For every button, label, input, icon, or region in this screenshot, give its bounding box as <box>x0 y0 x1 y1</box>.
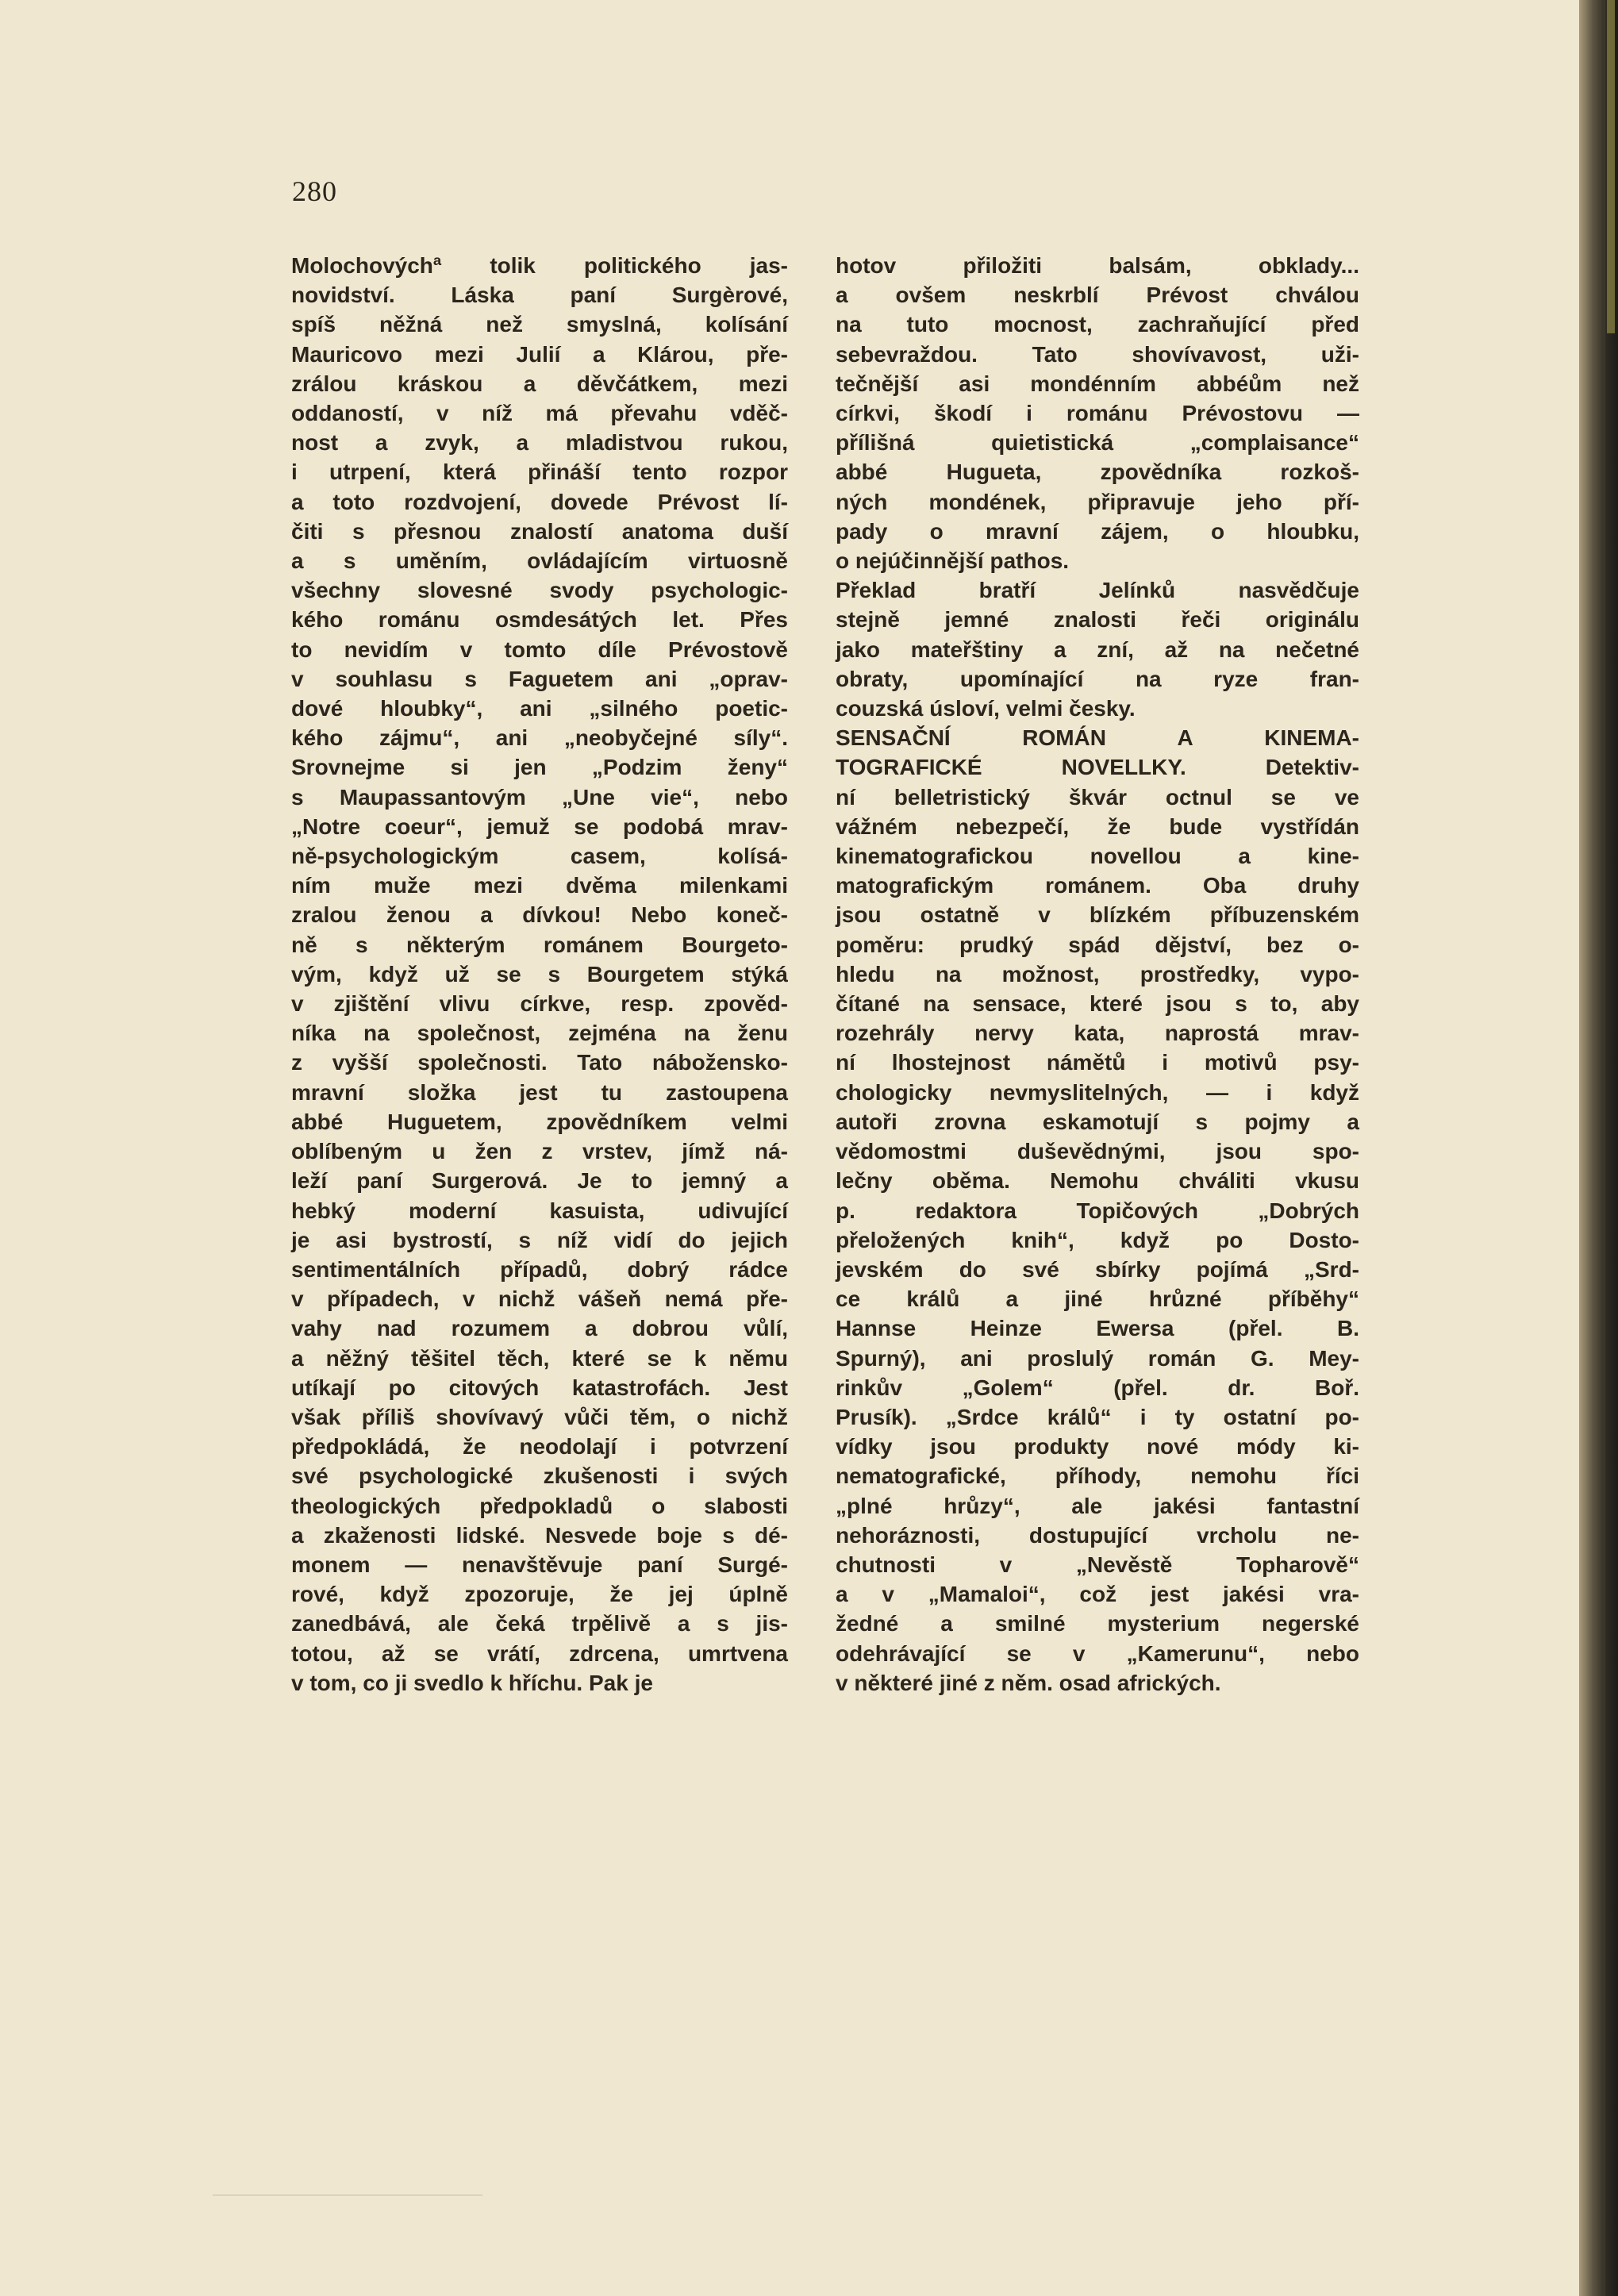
left-column-line: dové hloubky“, ani „silného poetic- <box>291 696 788 721</box>
right-column-line: jevském do své sbírky pojímá „Srd- <box>836 1256 1359 1282</box>
right-column-line: vážném nebezpečí, že bude vystřídán <box>836 813 1359 839</box>
left-column-line: to nevidím v tomto díle Prévostově <box>291 636 788 662</box>
left-column-line: abbé Huguetem, zpovědníkem velmi <box>291 1109 788 1134</box>
right-column-line: SENSAČNÍ ROMÁN A KINEMA- <box>836 725 1359 751</box>
right-column-line: stejně jemné znalosti řeči originálu <box>836 607 1359 633</box>
left-column-line: ně-psychologickým casem, kolísá- <box>291 844 788 869</box>
right-column-line: Hannse Heinze Ewersa (přel. B. <box>836 1316 1359 1341</box>
right-column-line: žedné a smilné mysterium negerské <box>836 1611 1359 1636</box>
right-column-line: jsou ostatně v blízkém příbuzenském <box>836 902 1359 928</box>
left-column-line: předpokládá, že neodolají i potvrzení <box>291 1434 788 1460</box>
right-column-line: abbé Hugueta, zpovědníka rozkoš- <box>836 460 1359 485</box>
binding-shadow <box>1603 0 1605 2296</box>
left-column-line: oblíbeným u žen z vrstev, jímž ná- <box>291 1139 788 1164</box>
right-column-line: „plné hrůzy“, ale jakési fantastní <box>836 1493 1359 1518</box>
left-column-line: zanedbává, ale čeká trpělivě a s jis- <box>291 1611 788 1636</box>
left-column-line: nost a zvyk, a mladistvou rukou, <box>291 430 788 456</box>
right-column-line: hotov přiložiti balsám, obklady... <box>836 253 1359 278</box>
left-column-line: zralou ženou a dívkou! Nebo koneč- <box>291 902 788 928</box>
right-column-line: nematografické, příhody, nemohu říci <box>836 1463 1359 1489</box>
left-column-line: mravní složka jest tu zastoupena <box>291 1079 788 1105</box>
right-column-line: tečnější asi mondénním abbéům než <box>836 371 1359 396</box>
right-column-line: přílišná quietistická „complaisance“ <box>836 430 1359 456</box>
left-column-line: a něžný těšitel těch, které se k němu <box>291 1345 788 1371</box>
right-column-line: pady o mravní zájem, o hloubku, <box>836 518 1359 544</box>
left-column-line: Srovnejme si jen „Podzim ženy“ <box>291 755 788 780</box>
right-column-line: lečny oběma. Nemohu chváliti vkusu <box>836 1168 1359 1194</box>
right-column-line: obraty, upomínající na ryze fran- <box>836 666 1359 691</box>
left-column-line: utíkají po citových katastrofách. Jest <box>291 1375 788 1400</box>
right-column-line: nehoráznosti, dostupující vrcholu ne- <box>836 1522 1359 1548</box>
left-column-line: v případech, v nichž vášeň nemá pře- <box>291 1286 788 1312</box>
right-column-line: přeložených knih“, když po Dosto- <box>836 1227 1359 1252</box>
right-column-line: ní lhostejnost námětů i motivů psy- <box>836 1050 1359 1075</box>
left-text-column <box>291 251 788 1698</box>
right-column-line: ce králů a jiné hrůzné příběhy“ <box>836 1286 1359 1312</box>
right-text-column <box>836 251 1359 1698</box>
left-column-line: oddaností, v níž má převahu vděč- <box>291 401 788 426</box>
left-column-line: theologických předpokladů o slabosti <box>291 1493 788 1518</box>
left-column-line: všechny slovesné svody psychologic- <box>291 578 788 603</box>
page-number: 280 <box>292 175 337 207</box>
left-column-line: vahy nad rozumem a dobrou vůlí, <box>291 1316 788 1341</box>
left-column-line: sentimentálních případů, dobrý rádce <box>291 1256 788 1282</box>
left-column-line: čiti s přesnou znalostí anatoma duší <box>291 518 788 544</box>
left-column-line: novidství. Láska paní Surgèrové, <box>291 283 788 308</box>
right-column-line: vídky jsou produkty nové módy ki- <box>836 1434 1359 1460</box>
left-column-line: spíš něžná než smyslná, kolísání <box>291 312 788 337</box>
left-column-line: a s uměním, ovládajícím virtuosně <box>291 548 788 574</box>
left-column-line: kého románu osmdesátých let. Přes <box>291 607 788 633</box>
left-column-line: v tom, co ji svedlo k hříchu. Pak je <box>291 1670 653 1695</box>
left-column-line: je asi bystrostí, s níž vidí do jejich <box>291 1227 788 1252</box>
left-column-line: kého zájmu“, ani „neobyčejné síly“. <box>291 725 788 751</box>
right-column-line: o nejúčinnější pathos. <box>836 548 1070 574</box>
right-column-line: poměru: prudký spád dějství, bez o- <box>836 932 1359 957</box>
left-column-line: zrálou kráskou a děvčátkem, mezi <box>291 371 788 396</box>
right-column-line: církvi, škodí i románu Prévostovu — <box>836 401 1359 426</box>
left-column-line: však příliš shovívavý vůči těm, o nichž <box>291 1404 788 1429</box>
left-column-line: ně s některým románem Bourgeto- <box>291 932 788 957</box>
left-column-line: i utrpení, která přináší tento rozpor <box>291 460 788 485</box>
book-binding-edge <box>1579 0 1618 2296</box>
left-column-line: totou, až se vrátí, zdrcena, umrtvena <box>291 1640 788 1666</box>
right-column-line: TOGRAFICKÉ NOVELLKY. Detektiv- <box>836 755 1359 780</box>
left-column-line: níka na společnost, zejména na ženu <box>291 1021 788 1046</box>
left-column-line: a toto rozdvojení, dovede Prévost lí- <box>291 489 788 514</box>
right-column-line: chologicky nevmyslitelných, — i když <box>836 1079 1359 1105</box>
left-column-line: v zjištění vlivu církve, resp. zpověd- <box>291 991 788 1017</box>
left-column-line: rové, když zpozoruje, že jej úplně <box>291 1582 788 1607</box>
page-stain <box>213 2194 482 2196</box>
right-column-line: rozehrály nervy kata, naprostá mrav- <box>836 1021 1359 1046</box>
right-column-line: p. redaktora Topičových „Dobrých <box>836 1198 1359 1223</box>
left-column-line: ním muže mezi dvěma milenkami <box>291 873 788 898</box>
right-column-line: rinkův „Golem“ (přel. dr. Boř. <box>836 1375 1359 1400</box>
right-column-line: Prusík). „Srdce králů“ i ty ostatní po- <box>836 1404 1359 1429</box>
left-column-line: s Maupassantovým „Une vie“, nebo <box>291 784 788 810</box>
left-column-line: „Notre coeur“, jemuž se podobá mrav- <box>291 813 788 839</box>
right-column-line: vědomostmi duševědnými, jsou spo- <box>836 1139 1359 1164</box>
right-column-line: na tuto mocnost, zachraňující před <box>836 312 1359 337</box>
right-column-line: v některé jiné z něm. osad afrických. <box>836 1670 1221 1695</box>
left-column-line: v souhlasu s Faguetem ani „oprav- <box>291 666 788 691</box>
right-column-line: autoři zrovna eskamotují s pojmy a <box>836 1109 1359 1134</box>
right-column-line: odehrávající se v „Kamerunu“, nebo <box>836 1640 1359 1666</box>
right-column-line: ní belletristický škvár octnul se ve <box>836 784 1359 810</box>
left-column-line: hebký moderní kasuista, udivující <box>291 1198 788 1223</box>
left-column-line: a zkaženosti lidské. Nesvede boje s dé- <box>291 1522 788 1548</box>
left-column-line: vým, když už se s Bourgetem stýká <box>291 961 788 986</box>
right-column-line: čítané na sensace, které jsou s to, aby <box>836 991 1359 1017</box>
left-column-line: z vyšší společnosti. Tato nábožensko- <box>291 1050 788 1075</box>
right-column-line: Překlad bratří Jelínků nasvědčuje <box>836 578 1359 603</box>
right-column-line: a ovšem neskrblí Prévost chválou <box>836 283 1359 308</box>
left-column-line: monem — nenavštěvuje paní Surgé- <box>291 1552 788 1577</box>
left-column-line: Molochovýchª tolik politického jas- <box>291 253 788 278</box>
left-column-line: leží paní Surgerová. Je to jemný a <box>291 1168 788 1194</box>
binding-ribbon <box>1607 0 1615 333</box>
right-column-line: jako mateřštiny a zní, až na nečetné <box>836 636 1359 662</box>
right-column-line: chutnosti v „Nevěstě Topharově“ <box>836 1552 1359 1577</box>
right-column-line: kinematografickou novellou a kine- <box>836 844 1359 869</box>
right-column-line: Spurný), ani proslulý román G. Mey- <box>836 1345 1359 1371</box>
right-column-line: sebevraždou. Tato shovívavost, uži- <box>836 341 1359 367</box>
right-column-line: ných mondének, připravuje jeho pří- <box>836 489 1359 514</box>
right-column-line: a v „Mamaloi“, což jest jakési vra- <box>836 1582 1359 1607</box>
right-column-line: couzská úsloví, velmi česky. <box>836 696 1136 721</box>
left-column-line: Mauricovo mezi Julií a Klárou, pře- <box>291 341 788 367</box>
right-column-line: hledu na možnost, prostředky, vypo- <box>836 961 1359 986</box>
right-column-line: matografickým románem. Oba druhy <box>836 873 1359 898</box>
left-column-line: své psychologické zkušenosti i svých <box>291 1463 788 1489</box>
